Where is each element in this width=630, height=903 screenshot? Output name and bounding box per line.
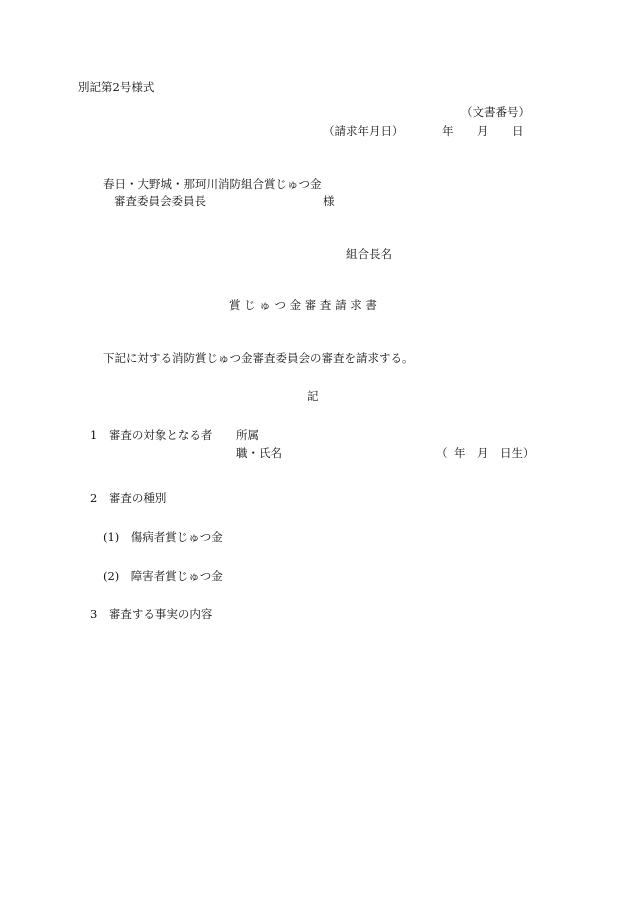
birth-year: 年 — [454, 446, 466, 460]
sender-name: 組合長名 — [346, 247, 392, 261]
birth-month: 月 — [477, 446, 489, 460]
addressee-line2: 審査委員会委員長 — [114, 194, 206, 208]
request-date-month: 月 — [477, 124, 489, 138]
birth-day: 日生） — [500, 446, 535, 460]
item2-option1: (1) 傷病者賞じゅつ金 — [103, 530, 223, 544]
ki-heading: 記 — [307, 389, 319, 403]
request-body-text: 下記に対する消防賞じゅつ金審査委員会の審査を請求する。 — [103, 351, 414, 365]
item2-label: 2 審査の種別 — [90, 491, 167, 505]
affiliation-label: 所属 — [236, 428, 259, 442]
addressee-honorific: 様 — [323, 194, 335, 208]
request-date-day: 日 — [512, 124, 524, 138]
document-title: 賞 じ ゅ つ 金 審 査 請 求 書 — [229, 298, 377, 312]
birth-open-paren: （ — [436, 446, 448, 460]
addressee-line1: 春日・大野城・那珂川消防組合賞じゅつ金 — [103, 177, 322, 191]
item2-option2: (2) 障害者賞じゅつ金 — [103, 569, 223, 583]
request-date-year: 年 — [442, 124, 454, 138]
document-number: （文書番号） — [461, 105, 530, 119]
form-label: 別記第2号様式 — [78, 80, 155, 94]
item1-label: 1 審査の対象となる者 — [90, 428, 213, 442]
request-date-label: （請求年月日） — [323, 124, 404, 138]
item3-label: 3 審査する事実の内容 — [90, 607, 213, 621]
name-label: 職・氏名 — [236, 446, 282, 460]
